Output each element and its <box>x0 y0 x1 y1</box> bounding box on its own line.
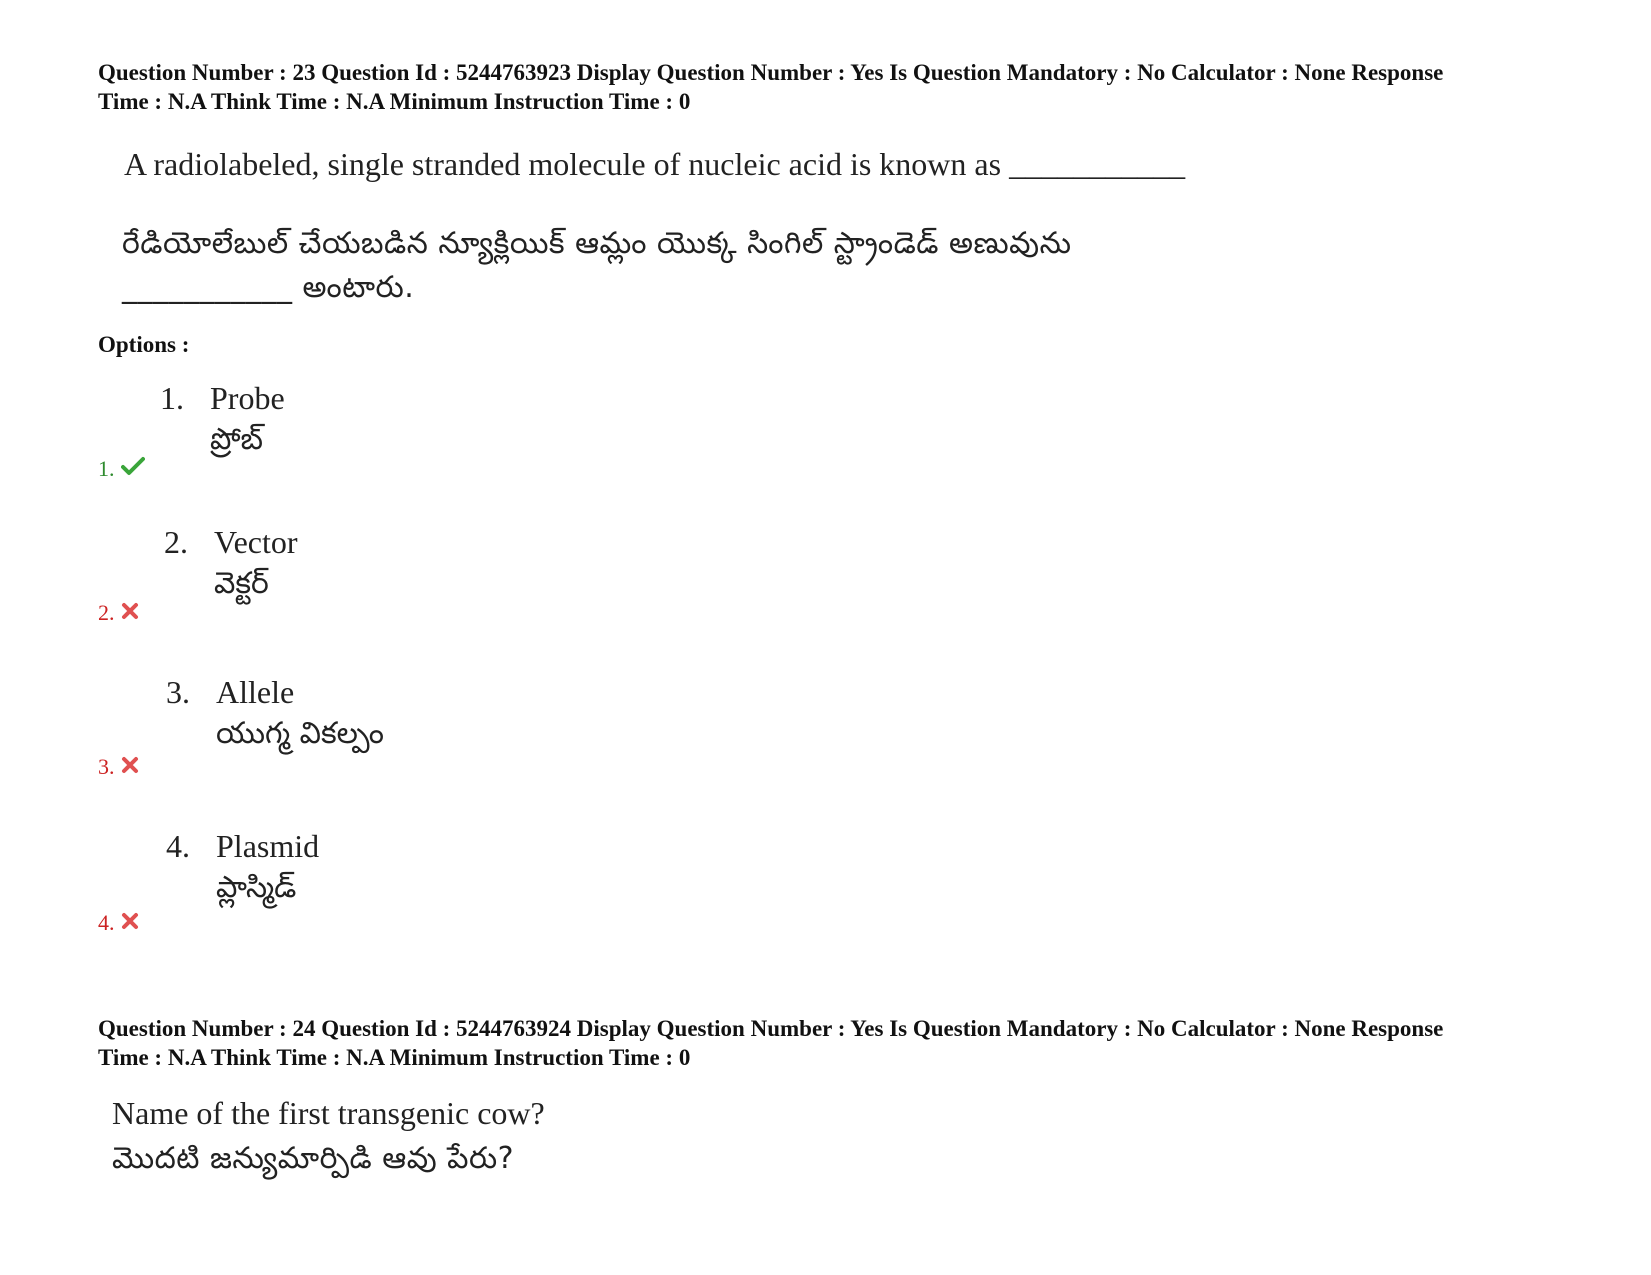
question-text-telugu-line1: రేడియోలేబుల్ చేయబడిన న్యూక్లియిక్ ఆమ్లం యొక్క సింగిల్ స్ట్రాండెడ్ అణువును <box>122 226 1072 261</box>
cross-icon <box>121 600 139 626</box>
option-marker-number: 2. <box>98 600 115 625</box>
question-meta-line1: Question Number : 24 Question Id : 5244763924 Display Question Number : Yes Is Question Mandatory : No Calculator : None Response <box>98 1016 1444 1041</box>
option-text-telugu: ప్లాస్మిడ్ <box>216 870 297 905</box>
question-23-meta <box>98 58 1578 116</box>
option-text-english: Vector <box>214 524 298 560</box>
options-label: Options : <box>98 332 190 357</box>
check-icon <box>121 456 145 482</box>
option-number: 2. <box>164 524 188 560</box>
question-23-text-telugu <box>122 222 1072 310</box>
question-23-text <box>124 142 1185 186</box>
option-marker <box>98 754 139 780</box>
question-meta-line2: Time : N.A Think Time : N.A Minimum Instruction Time : 0 <box>98 1045 691 1070</box>
cross-icon <box>121 754 139 780</box>
option-text-english: Plasmid <box>216 828 320 864</box>
option-marker-number: 4. <box>98 910 115 935</box>
option-3[interactable] <box>0 674 700 784</box>
option-marker <box>98 456 145 482</box>
option-number: 4. <box>166 828 190 864</box>
option-marker <box>98 600 139 626</box>
option-1[interactable] <box>0 380 700 490</box>
option-text-english: Allele <box>216 674 295 710</box>
option-marker <box>98 910 139 936</box>
question-24-text <box>112 1090 545 1182</box>
cross-icon <box>121 910 139 936</box>
option-marker-number: 1. <box>98 456 115 481</box>
option-text-telugu: యుగ్మ వికల్పం <box>216 716 384 751</box>
question-text-telugu-line2: ___________ అంటారు. <box>122 270 415 305</box>
question-text-telugu: మొదటి జన్యుమార్పిడి ఆవు పేరు? <box>112 1141 515 1176</box>
option-marker-number: 3. <box>98 754 115 779</box>
option-number: 1. <box>160 380 184 416</box>
option-4[interactable] <box>0 828 700 938</box>
question-24-meta <box>98 1014 1578 1072</box>
question-meta-line2: Time : N.A Think Time : N.A Minimum Instruction Time : 0 <box>98 89 691 114</box>
question-text-english: Name of the first transgenic cow? <box>112 1095 545 1131</box>
question-text-english: A radiolabeled, single stranded molecule of nucleic acid is known as ___________ <box>124 146 1186 182</box>
option-text-telugu: ప్రోబ్ <box>210 422 264 457</box>
question-meta-line1: Question Number : 23 Question Id : 5244763923 Display Question Number : Yes Is Question Mandatory : No Calculator : None Response <box>98 60 1444 85</box>
option-number: 3. <box>166 674 190 710</box>
option-text-telugu: వెక్టర్ <box>214 566 269 601</box>
option-2[interactable] <box>0 524 700 634</box>
option-text-english: Probe <box>210 380 285 416</box>
